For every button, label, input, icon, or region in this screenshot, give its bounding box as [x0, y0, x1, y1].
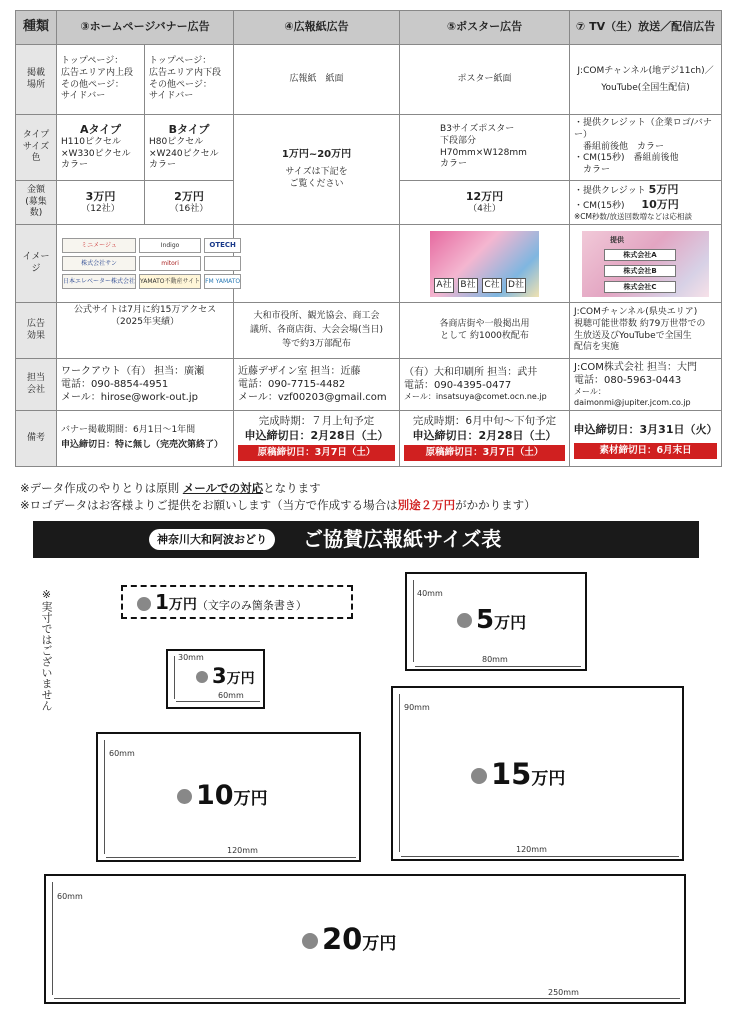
paper-draft-deadline: 原稿締切日：3月7日（土）: [238, 445, 395, 461]
cell-banner-a-type: [57, 115, 145, 181]
width-label: 120mm: [516, 845, 547, 854]
header-type: 種類: [16, 11, 57, 45]
note-email-emphasis: メールでの対応: [182, 481, 264, 495]
dim-line: [54, 998, 680, 999]
banner-b-spec: H80ピクセル ×W240ピクセル カラー: [149, 137, 219, 171]
row-effect: [16, 303, 722, 359]
cell-paper-remarks: [234, 411, 400, 467]
header-poster: ⑤ポスター広告: [400, 11, 570, 45]
cell-paper-location: 広報紙 紙面: [234, 45, 400, 115]
contact-email: メール：daimonmi@jupiter.jcom.co.jp: [574, 387, 691, 407]
width-label: 60mm: [218, 691, 244, 700]
tv-cm-price: 10万円: [641, 197, 679, 211]
height-label: 60mm: [57, 892, 83, 901]
row-label: 掲載 場所: [16, 45, 57, 115]
paper-period: 完成時期：７月上旬予定: [258, 414, 375, 427]
price-3man: 3万円: [196, 664, 255, 688]
width-label: 80mm: [482, 655, 508, 664]
bullet-icon: [177, 789, 192, 804]
cell-tv-price: [570, 181, 722, 225]
dim-line: [106, 857, 356, 858]
contact-phone: 電話：090-8854-4951: [61, 379, 169, 391]
cell-tv-effect: J:COMチャンネル(県央エリア) 視聴可能世帯数 約79万世帯での 生放送及びYouTubeで全国生 配信を実施: [570, 303, 722, 359]
poster-count: （4社）: [468, 203, 501, 214]
contact-phone: 電話：090-7715-4482: [238, 379, 346, 391]
row-label: 金額 (募集数): [16, 181, 57, 225]
price-5man: 5万円: [457, 605, 526, 635]
dim-line: [174, 656, 175, 699]
contact-phone: 電話：080-5963-0443: [574, 375, 682, 387]
row-label: イメージ: [16, 225, 57, 303]
price-1man: 1万円（文字のみ箇条書き）: [137, 590, 307, 614]
width-label: 120mm: [227, 846, 258, 855]
poster-tag-a: A社: [434, 278, 454, 293]
paper-price: 1万円~20万円: [281, 149, 352, 161]
logo-image: 株式会社サン: [62, 256, 136, 271]
row-type: [16, 115, 722, 181]
height-label: 60mm: [109, 749, 135, 758]
logo-image: Indigo: [139, 238, 201, 253]
logo-image: FM YAMATO: [204, 274, 241, 289]
cell-banner-image: [57, 225, 241, 303]
paper-price-note: サイズは下記を ご覧ください: [285, 167, 348, 190]
bullet-icon: [302, 933, 318, 949]
tv-sample-image: [582, 231, 709, 297]
tv-credit-header: 提供: [610, 235, 625, 244]
poster-tag-c: C社: [482, 278, 502, 293]
note-logo-extra-fee: 別途２万円: [397, 498, 456, 512]
note-email: ※データ作成のやりとりは原則 メールでの対応となります: [20, 481, 321, 495]
contact-email: メール：vzf00203@gmail.com: [238, 392, 387, 404]
logo-image: 日本エレベーター株式会社: [62, 274, 136, 289]
cell-poster-contact: [400, 359, 570, 411]
cell-tv-remarks: [570, 411, 722, 467]
header-banner: ③ホームページバナー広告: [57, 11, 234, 45]
banner-deadline: 申込締切日：特に無し（完売次第終了）: [61, 440, 224, 451]
table-header-row: [16, 11, 722, 45]
logo-image: mitori: [139, 256, 201, 271]
poster-tag-b: B社: [458, 278, 478, 293]
contact-email: メール：insatsuya@comet.ocn.ne.jp: [404, 392, 547, 402]
banner-b-title: Bタイプ: [168, 122, 210, 136]
row-label: タイプ サイズ 色: [16, 115, 57, 181]
row-label: 備考: [16, 411, 57, 467]
banner-a-spec: H110ピクセル ×W330ピクセル カラー: [61, 137, 131, 171]
bullet-icon: [137, 597, 151, 611]
height-label: 30mm: [178, 653, 204, 662]
price-15man: 15万円: [471, 757, 565, 791]
contact-company: ワークアウト（有） 担当：廣瀬: [61, 366, 205, 378]
price-20man: 20万円: [302, 922, 396, 956]
row-image: [16, 225, 722, 303]
tv-cm-label: ・CM(15秒): [574, 200, 625, 211]
dim-line: [413, 580, 414, 662]
ad-comparison-table: [15, 10, 722, 467]
poster-deadline: 申込締切日：2月28日（土）: [412, 428, 557, 442]
paper-deadline: 申込締切日：2月28日（土）: [244, 428, 389, 442]
cell-tv-location: J:COMチャンネル(地デジ11ch)／ YouTube(全国生配信): [570, 45, 722, 115]
row-location: [16, 45, 722, 115]
cell-banner-effect: 公式サイトは7月に約15万アクセス （2025年実績）: [57, 303, 234, 359]
height-label: 90mm: [404, 703, 430, 712]
bullet-icon: [457, 613, 472, 628]
tv-credit-company-c: 株式会社C: [604, 281, 676, 293]
logo-image: ミニメージュ: [62, 238, 136, 253]
contact-company: J:COM株式会社 担当：大門: [574, 362, 697, 374]
header-tv: ⑦ TV（生）放送／配信広告: [570, 11, 722, 45]
banner-a-price: 3万円: [85, 189, 116, 203]
dim-line: [399, 694, 400, 852]
cell-paper-image: [234, 225, 400, 303]
banner-a-title: Aタイプ: [80, 122, 121, 136]
contact-phone: 電話：090-4395-0477: [404, 380, 512, 392]
banner-a-count: （12社）: [81, 203, 120, 214]
logo-image: YAMATO不動産サイト: [139, 274, 201, 289]
bullet-icon: [196, 671, 208, 683]
tv-deadline: 申込締切日：3月31日（火）: [573, 422, 718, 436]
notes: [20, 480, 536, 514]
note-logo: ※ロゴデータはお客様よりご提供をお願いします（当方で作成する場合は別途２万円がかかります）: [20, 498, 536, 512]
width-label: 250mm: [548, 988, 579, 997]
poster-tag-d: D社: [506, 278, 526, 293]
row-remarks: [16, 411, 722, 467]
tv-price-note: ※CM秒数/放送回数増などは応相談: [574, 212, 693, 222]
logo-image: OTECH: [204, 238, 241, 253]
poster-draft-deadline: 原稿締切日：3月7日（土）: [404, 445, 565, 461]
dim-line: [52, 882, 53, 995]
bullet-icon: [471, 768, 487, 784]
tv-credit-company-b: 株式会社B: [604, 265, 676, 277]
tv-credit-price: 5万円: [648, 183, 679, 196]
cell-tv-contact: [570, 359, 722, 411]
row-contact: [16, 359, 722, 411]
poster-price: 12万円: [465, 189, 504, 203]
cell-banner-contact: [57, 359, 234, 411]
cell-poster-price: [400, 181, 570, 225]
logo-image: [204, 256, 241, 271]
dim-line: [401, 856, 679, 857]
cell-banner-b-type: [145, 115, 234, 181]
banner-b-price: 2万円: [174, 189, 204, 203]
poster-sample-image: [430, 231, 539, 297]
cell-poster-image: [400, 225, 570, 303]
cell-paper-price: [234, 115, 400, 225]
cell-poster-location: ポスター紙面: [400, 45, 570, 115]
tv-credit-company-a: 株式会社A: [604, 249, 676, 261]
height-label: 40mm: [417, 589, 443, 598]
poster-period: 完成時期：6月中旬～下旬予定: [412, 414, 557, 427]
contact-email: メール：hirose@work-out.jp: [61, 392, 198, 404]
dim-line: [104, 740, 105, 854]
cell-paper-contact: [234, 359, 400, 411]
size-chart-banner: [33, 521, 699, 558]
cell-poster-type: B3サイズポスター 下段部分 H70mm×W128mm カラー: [400, 115, 570, 181]
contact-company: （有）大和印刷所 担当：武井: [404, 367, 538, 379]
cell-banner-b-price: [145, 181, 234, 225]
cell-tv-type: ・提供クレジット（企業ロゴ/バナー） 番組前後他 カラー ・CM(15秒) 番組前後他 カラー: [570, 115, 722, 181]
not-actual-size-note: ※実寸ではございません: [40, 588, 53, 711]
tv-material-deadline: 素材締切日：6月末日: [574, 443, 717, 459]
price-10man: 10万円: [177, 780, 268, 811]
cell-tv-image: [570, 225, 722, 303]
cell-banner-a-price: [57, 181, 145, 225]
event-name-pill: 神奈川大和阿波おどり: [149, 529, 275, 550]
banner-b-count: （16社）: [169, 203, 209, 214]
contact-company: 近藤デザイン室 担当：近藤: [238, 366, 361, 378]
tv-credit-label: ・提供クレジット: [574, 186, 646, 196]
cell-banner-b-location: トップページ： 広告エリア内下段 その他ページ： サイドバー: [145, 45, 234, 115]
cell-poster-effect: 各商店街や一般掲出用 として 約1000枚配布: [400, 303, 570, 359]
dim-line: [176, 701, 260, 702]
cell-paper-effect: 大和市役所、観光協会、商工会 議所、各商店街、大会会場(当日) 等で約3万部配布: [234, 303, 400, 359]
cell-banner-a-location: トップページ： 広告エリア内上段 その他ページ： サイドバー: [57, 45, 145, 115]
banner-period: バナー掲載期間：6月1日～1年間: [61, 425, 196, 436]
row-label: 担当 会社: [16, 359, 57, 411]
banner-logo-grid: [59, 235, 241, 292]
cell-banner-remarks: [57, 411, 234, 467]
cell-poster-remarks: [400, 411, 570, 467]
dim-line: [415, 666, 581, 667]
row-label: 広告 効果: [16, 303, 57, 359]
size-chart-title: ご協賛広報紙サイズ表: [303, 527, 502, 551]
header-paper: ④広報紙広告: [234, 11, 400, 45]
